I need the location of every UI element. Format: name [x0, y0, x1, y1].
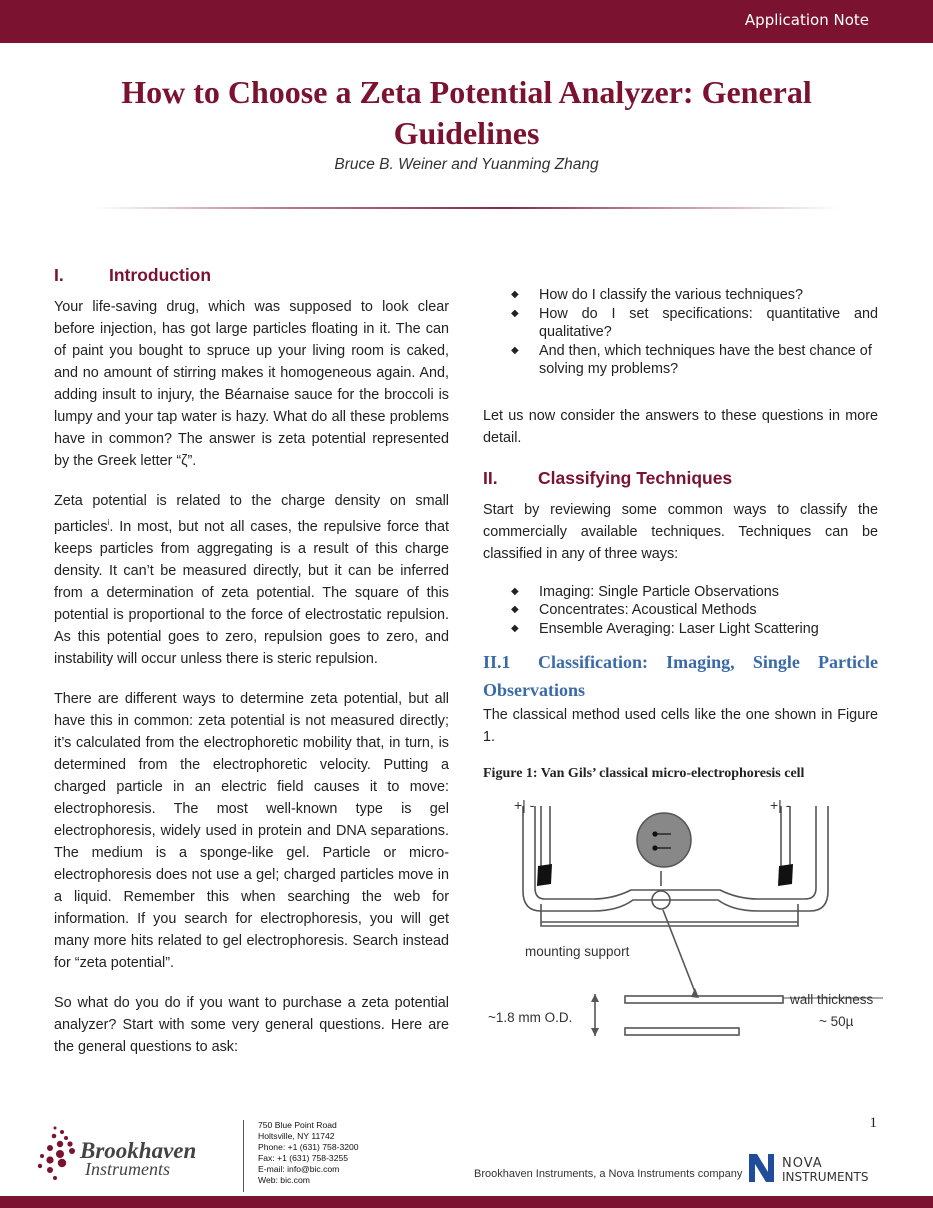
subsection-paragraph: The classical method used cells like the one shown in Figure 1. [483, 707, 878, 745]
list-item: ◆ How do I set specifications: quantitative and qualitative? [511, 305, 878, 340]
section-number: I. [54, 265, 64, 285]
questions-list [483, 286, 878, 379]
mounting-support-label: mounting support [525, 944, 630, 959]
header-bar [0, 0, 933, 43]
right-column [483, 286, 878, 782]
website-address: Web: bic.com [258, 1175, 310, 1185]
nova-instruments-logo [746, 1150, 906, 1186]
diamond-bullet-icon: ◆ [511, 585, 519, 597]
section-title: Introduction [109, 265, 212, 285]
list-item: ◆ How do I classify the various techniques? [511, 287, 803, 303]
list-item: ◆ Ensemble Averaging: Laser Light Scattering [511, 620, 819, 637]
diamond-bullet-icon: ◆ [511, 604, 519, 615]
company-tagline: Brookhaven Instruments, a Nova Instruments company [474, 1168, 743, 1180]
application-note-label: Application Note [744, 11, 869, 29]
section-number: II. [483, 467, 498, 488]
classifying-paragraph: Start by reviewing some common ways to classify the commercially available techniques. Techniques can be classified in any of three ways: [483, 501, 878, 562]
consider-paragraph: Let us now consider the answers to these questions in more detail. [483, 407, 878, 446]
electrophoresis-cell-figure [483, 796, 883, 1046]
nova-wordmark: NOVA [782, 1156, 823, 1171]
list-item: ◆ Concentrates: Acoustical Methods [511, 602, 757, 618]
subsection-title: Classification: Imaging, Single Particle Observations [483, 652, 878, 700]
footnote-marker: i [107, 518, 110, 527]
polarity-label-left: +| - [514, 797, 535, 813]
diamond-bullet-icon: ◆ [511, 307, 519, 319]
subsection-number: II.1 [483, 652, 511, 672]
intro-paragraph-4: So what do you do if you want to purchase a zeta potential analyzer? Start with some very general questions. Here are the general questions to ask: [54, 994, 449, 1055]
list-item: ◆ And then, which techniques have the best chance of solving my problems? [511, 342, 872, 377]
section-title: Classifying Techniques [538, 467, 733, 488]
diamond-bullet-icon: ◆ [511, 622, 519, 634]
section-heading-introduction [54, 264, 449, 286]
instruments-wordmark: INSTRUMENTS [782, 1170, 869, 1184]
wall-thickness-label: wall thickness [790, 992, 874, 1007]
email-address: E-mail: info@bic.com [258, 1164, 340, 1174]
company-address: 750 Blue Point Road Holtsville, NY 11742 Phone: +1 (631) 758-3200 Fax: +1 (631) 758-3255 E-mail: info@bic.com Web: bic.com [243, 1120, 359, 1192]
left-column [54, 264, 449, 1076]
intro-paragraph-3: There are different ways to determine zeta potential, but all have this in common: zeta potential is not measured directly; it’s calculated from the electrophoretic mobility that, in turn, is determined from the electrophoretic velocity. Putting a charged particle in an electric field causes it to move: electrophoresis. The most well-known type is gel electrophoresis, widely used in protein and DNA separations. The medium is a sponge-like gel. Particle or micro-electrophoresis does not use a gel; charged particles move in a liquid. Remember this when searching the web for information. If you search for electrophoresis, you will get many more hits related to gel electrophoresis. Search instead for “zeta potential”. [54, 690, 449, 971]
figure-caption: Figure 1: Van Gils’ classical micro-electrophoresis cell [483, 766, 805, 781]
intro-paragraph-1: Your life-saving drug, which was supposed to look clear before injection, has got large particles floating in it. The can of paint you bought to spruce up your living room is caked, and no amount of stirring makes it homogeneous again. And, adding insult to injury, the Béarnaise sauce for the broccoli is lumpy and your tap water is hazy. What do all these problems have in common? The answer is zeta potential represented by the Greek letter “ζ”. [54, 299, 449, 469]
list-item: ◆ Imaging: Single Particle Observations [511, 583, 779, 600]
brookhaven-logo [30, 1120, 240, 1190]
brand-subname: Instruments [85, 1159, 170, 1179]
polarity-label-right: +| - [770, 797, 791, 813]
footer-bar [0, 1196, 933, 1208]
diamond-bullet-icon: ◆ [511, 289, 519, 300]
intro-paragraph-2: Zeta potential is related to the charge density on small particles$^i$. In most, but not all cases, the repulsive force that keeps particles from aggregating is a result of this charge density. It can’t be measured directly, but it can be inferred from a determination of zeta potential. The square of this potential is proportional to the force of electrostatic repulsion. As this potential goes to zero, repulsion goes to zero, and instability will occur unless there is steric repulsion. [54, 493, 449, 667]
authors: Bruce B. Weiner and Yuanming Zhang [334, 156, 599, 173]
diamond-bullet-icon: ◆ [511, 344, 519, 356]
wall-thickness-value: ~ 50µ [819, 1014, 854, 1029]
brand-name: Brookhaven [80, 1138, 197, 1163]
outer-diameter-label: ~1.8 mm O.D. [488, 1010, 573, 1025]
technique-list [483, 583, 878, 639]
subsection-heading [483, 648, 878, 704]
section-heading-classifying [483, 467, 878, 489]
page-title: How to Choose a Zeta Potential Analyzer: General Guidelines [121, 74, 812, 151]
title-divider [95, 207, 840, 209]
page-number: 1 [869, 1115, 877, 1131]
